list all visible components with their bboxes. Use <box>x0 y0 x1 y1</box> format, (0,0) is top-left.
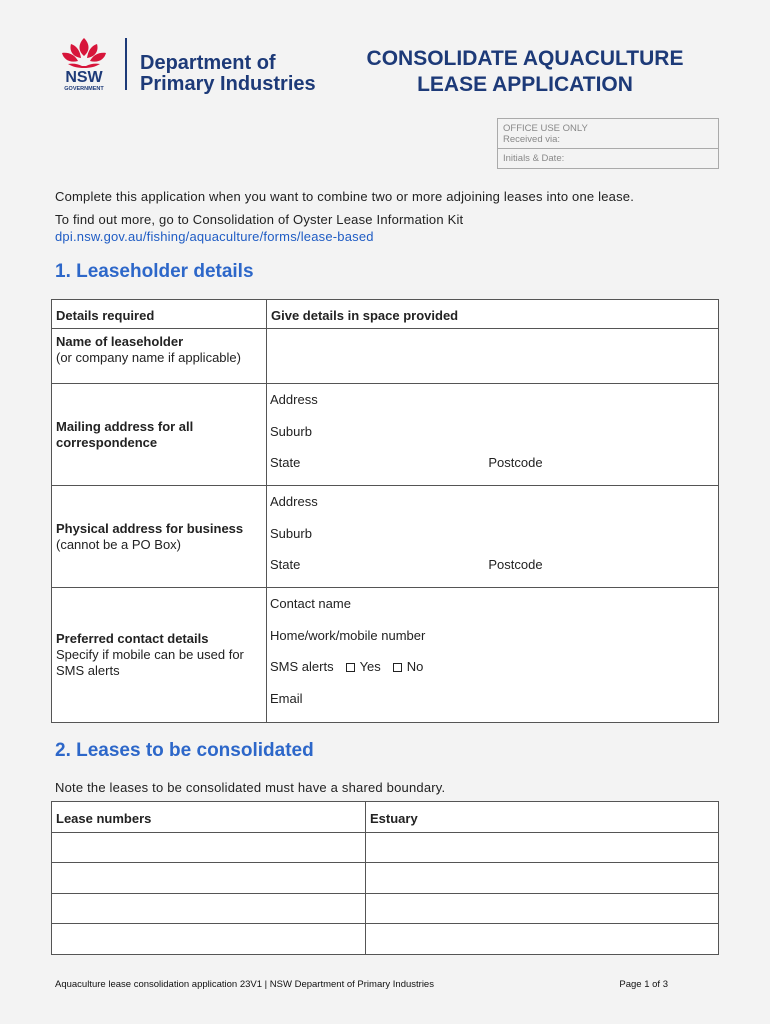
table-row <box>52 863 719 894</box>
office-received-field[interactable] <box>498 119 718 149</box>
table-row-name <box>52 329 719 384</box>
mailing-state-label: State <box>270 455 301 470</box>
svg-text:GOVERNMENT: GOVERNMENT <box>64 86 104 92</box>
sms-alerts-label: SMS alerts <box>270 659 334 674</box>
sms-no-checkbox[interactable] <box>393 663 402 672</box>
office-initials-field[interactable] <box>498 149 718 168</box>
office-use-label: OFFICE USE ONLY <box>503 123 588 134</box>
lease-number-input[interactable] <box>52 893 366 924</box>
table-row <box>52 893 719 924</box>
mailing-fields <box>267 384 719 486</box>
title-line-2: LEASE APPLICATION <box>417 73 633 96</box>
physical-state-field[interactable] <box>267 549 718 581</box>
info-kit-text: To find out more, go to Consolidation of Oyster Lease Information Kit <box>55 212 464 227</box>
col-header-estuary: Estuary <box>366 802 719 833</box>
physical-suburb-field[interactable] <box>267 518 718 550</box>
footer-document-id: Aquaculture lease consolidation application 23V1 | NSW Department of Primary Industries <box>55 979 434 990</box>
mailing-label: Mailing address for all correspondence <box>56 418 194 450</box>
col-header-give-details: Give details in space provided <box>267 300 719 329</box>
leaseholder-details-table <box>51 299 719 723</box>
contact-name-label: Contact name <box>270 596 351 611</box>
table-header-row <box>52 300 719 329</box>
initials-date-label: Initials & Date: <box>503 153 565 164</box>
physical-label: Physical address for business <box>56 520 244 536</box>
physical-fields <box>267 486 719 588</box>
lease-number-input[interactable] <box>52 924 366 955</box>
dept-line-2: Primary Industries <box>140 73 316 95</box>
mailing-suburb-field[interactable] <box>267 416 718 448</box>
intro-paragraph: Complete this application when you want to combine two or more adjoining leases into one lease. <box>55 189 635 204</box>
physical-state-label: State <box>270 557 301 572</box>
department-name <box>140 53 316 95</box>
physical-label-cell <box>52 486 267 588</box>
name-label-cell <box>52 329 267 384</box>
info-kit-link[interactable]: dpi.nsw.gov.au/fishing/aquaculture/forms/lease-based <box>55 229 374 244</box>
contact-sublabel: Specify if mobile can be used for SMS alerts <box>56 647 244 678</box>
name-label: Name of leaseholder <box>56 334 184 349</box>
logo-divider <box>125 38 127 90</box>
office-use-box <box>497 118 719 169</box>
table-row-physical <box>52 486 719 588</box>
title-line-1: CONSOLIDATE AQUACULTURE <box>366 47 684 70</box>
form-title <box>330 46 720 98</box>
physical-sublabel: (cannot be a PO Box) <box>56 536 182 552</box>
lease-number-input[interactable] <box>52 863 366 894</box>
mailing-state-field[interactable] <box>267 447 718 479</box>
intro-text <box>55 188 735 245</box>
contact-name-field[interactable] <box>267 588 718 620</box>
section2-heading: 2. Leases to be consolidated <box>55 740 314 761</box>
table-row <box>52 924 719 955</box>
col-header-details: Details required <box>52 300 267 329</box>
received-via-label: Received via: <box>503 134 561 145</box>
table-row <box>52 832 719 863</box>
table-row-mailing <box>52 384 719 486</box>
phone-field[interactable] <box>267 620 718 652</box>
mailing-address-field[interactable] <box>267 384 718 416</box>
physical-address-field[interactable] <box>267 486 718 518</box>
col-header-lease-numbers: Lease numbers <box>52 802 366 833</box>
contact-label-cell <box>52 588 267 723</box>
sms-yes-label: Yes <box>359 659 381 674</box>
leases-table <box>51 801 719 955</box>
mailing-address-label: Address <box>270 392 318 407</box>
sms-yes-checkbox[interactable] <box>346 663 355 672</box>
mailing-suburb-label: Suburb <box>270 423 312 439</box>
name-input[interactable] <box>267 329 719 384</box>
nsw-waratah-logo <box>54 36 114 92</box>
physical-address-label: Address <box>270 494 318 509</box>
physical-suburb-label: Suburb <box>270 525 312 541</box>
footer-page-number: Page 1 of 3 <box>619 979 668 990</box>
lease-number-input[interactable] <box>52 832 366 863</box>
physical-postcode-label: Postcode <box>488 557 543 572</box>
name-sublabel: (or company name if applicable) <box>56 350 241 365</box>
mailing-label-cell <box>52 384 267 486</box>
estuary-input[interactable] <box>366 893 719 924</box>
table-row-contact <box>52 588 719 723</box>
page-header <box>0 0 770 110</box>
email-field[interactable] <box>267 683 718 715</box>
sms-alerts-field <box>267 651 718 683</box>
contact-fields <box>267 588 719 723</box>
section1-heading: 1. Leaseholder details <box>55 261 254 282</box>
leases-header-row <box>52 802 719 833</box>
email-label: Email <box>270 690 303 706</box>
sms-no-label: No <box>406 659 424 674</box>
section2-note: Note the leases to be consolidated must have a shared boundary. <box>55 780 446 795</box>
mailing-postcode-label: Postcode <box>488 455 543 470</box>
dept-line-1: Department of <box>140 52 276 74</box>
estuary-input[interactable] <box>366 863 719 894</box>
svg-text:NSW: NSW <box>65 69 103 86</box>
estuary-input[interactable] <box>366 924 719 955</box>
estuary-input[interactable] <box>366 832 719 863</box>
contact-label: Preferred contact details <box>56 631 209 646</box>
phone-label: Home/work/mobile number <box>270 627 426 643</box>
